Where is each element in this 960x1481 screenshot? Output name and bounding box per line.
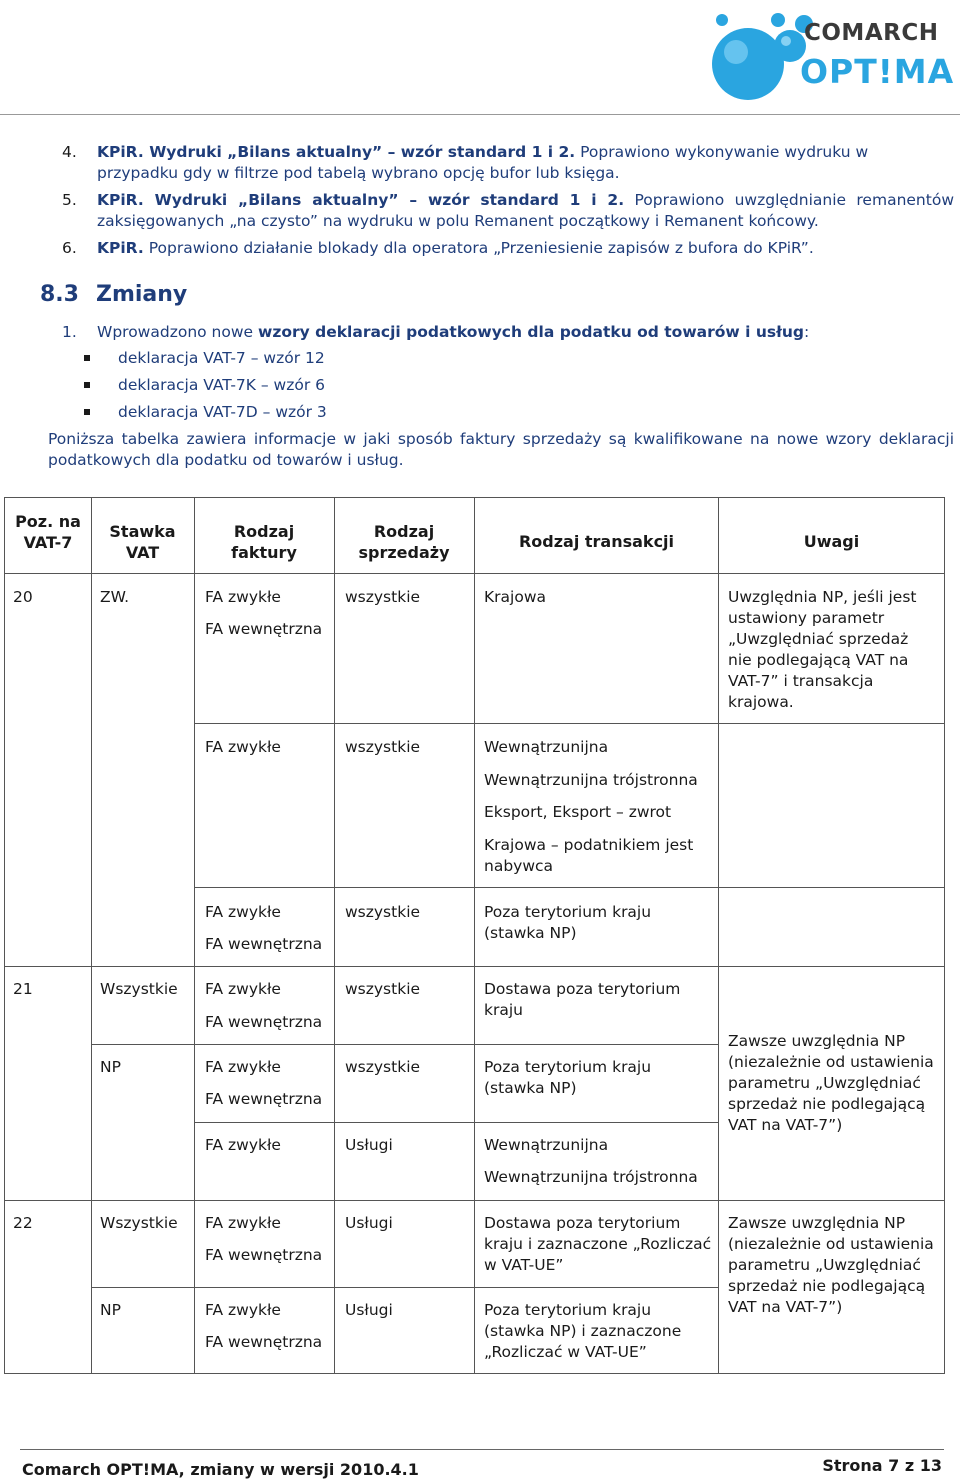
bullet-item — [84, 403, 327, 421]
changes-number: 1. — [62, 323, 77, 341]
cell-faktura: FA wewnętrzna — [205, 620, 323, 638]
cell-transakcja: Dostawa poza terytorium kraju — [484, 980, 681, 1019]
cell-transakcja: Eksport, Eksport – zwrot — [484, 803, 672, 821]
header-divider — [0, 114, 960, 115]
cell-transakcja: Krajowa – podatnikiem jest nabywca — [484, 836, 694, 875]
cell-transakcja: Krajowa — [484, 588, 546, 606]
item-number: 6. — [62, 239, 77, 257]
brand-top: COMARCH — [804, 20, 939, 46]
cell-stawka: ZW. — [100, 588, 130, 606]
cell-stawka: NP — [100, 1058, 121, 1076]
cell-uwagi: Zawsze uwzględnia NP (niezależnie od ustawienia parametru „Uwzględniać sprzedaż nie podlegającą VAT na VAT-7”) — [728, 1032, 934, 1134]
header-stawka: Stawka VAT — [109, 522, 176, 562]
cell-sprzedaz: wszystkie — [345, 903, 421, 921]
item-bold: KPiR. — [97, 239, 144, 257]
bullet-square-icon — [84, 409, 90, 415]
cell-poz: 22 — [13, 1214, 33, 1232]
list-item-4 — [62, 142, 954, 184]
cell-faktura: FA wewnętrzna — [205, 1090, 323, 1108]
cell-poz: 21 — [13, 980, 33, 998]
cell-faktura: FA zwykłe — [205, 1301, 281, 1319]
section-number: 8.3 — [40, 282, 79, 307]
cell-stawka: NP — [100, 1301, 121, 1319]
header-faktura: Rodzaj faktury — [231, 522, 297, 562]
vat7-table — [4, 497, 945, 1374]
cell-faktura: FA zwykłe — [205, 980, 281, 998]
footer-divider — [20, 1449, 944, 1450]
cell-uwagi: Uwzględnia NP, jeśli jest ustawiony parametr „Uwzględniać sprzedaż nie podlegającą VAT na VAT-7” i transakcja krajowa. — [728, 588, 917, 711]
list-item-5 — [62, 190, 954, 232]
cell-transakcja: Poza terytorium kraju (stawka NP) i zaznaczone „Rozliczać w VAT-UE” — [484, 1301, 682, 1361]
intro-bold: wzory deklaracji podatkowych dla podatku od towarów i usług — [258, 323, 804, 341]
cell-faktura: FA zwykłe — [205, 1214, 281, 1232]
header-sprzedaz: Rodzaj sprzedaży — [358, 522, 450, 562]
cell-sprzedaz: Usługi — [345, 1301, 393, 1319]
header-poz: Poz. na VAT-7 — [15, 512, 81, 552]
header-transakcja: Rodzaj transakcji — [518, 532, 675, 551]
cell-faktura: FA wewnętrzna — [205, 935, 323, 953]
changes-intro — [62, 322, 954, 343]
cell-faktura: FA zwykłe — [205, 738, 281, 756]
footer-title: Comarch OPT!MA, zmiany w wersji 2010.4.1 — [22, 1460, 419, 1479]
cell-sprzedaz: Usługi — [345, 1214, 393, 1232]
bullet-text: deklaracja VAT-7D – wzór 3 — [118, 403, 327, 421]
intro-plain: Wprowadzono nowe — [97, 323, 258, 341]
cell-uwagi: Zawsze uwzględnia NP (niezależnie od ustawienia parametru „Uwzględniać sprzedaż nie podlegającą VAT na VAT-7”) — [728, 1214, 934, 1316]
cell-transakcja: Wewnątrzunijna — [484, 738, 609, 756]
cell-stawka: Wszystkie — [100, 1214, 178, 1232]
cell-sprzedaz: wszystkie — [345, 980, 421, 998]
cell-faktura: FA zwykłe — [205, 903, 281, 921]
cell-transakcja: Poza terytorium kraju (stawka NP) — [484, 903, 652, 942]
list-item-6 — [62, 238, 954, 259]
cell-faktura: FA zwykłe — [205, 1136, 281, 1154]
cell-transakcja: Wewnątrzunijna — [484, 1136, 609, 1154]
cell-faktura: FA wewnętrzna — [205, 1333, 323, 1351]
item-bold: KPiR. Wydruki „Bilans aktualny” – wzór standard 1 i 2. — [97, 191, 625, 209]
cell-transakcja: Wewnątrzunijna trójstronna — [484, 771, 698, 789]
bullet-text: deklaracja VAT-7K – wzór 6 — [118, 376, 326, 394]
cell-faktura: FA zwykłe — [205, 1058, 281, 1076]
bullet-item — [84, 376, 325, 394]
cell-transakcja: Wewnątrzunijna trójstronna — [484, 1168, 698, 1186]
cell-faktura: FA wewnętrzna — [205, 1246, 323, 1264]
bullet-text: deklaracja VAT-7 – wzór 12 — [118, 349, 325, 367]
bullet-square-icon — [84, 382, 90, 388]
header-uwagi: Uwagi — [803, 532, 860, 551]
cell-stawka: Wszystkie — [100, 980, 178, 998]
cell-transakcja: Dostawa poza terytorium kraju i zaznaczone „Rozliczać w VAT-UE” — [484, 1214, 712, 1274]
cell-sprzedaz: wszystkie — [345, 588, 421, 606]
cell-faktura: FA wewnętrzna — [205, 1013, 323, 1031]
cell-faktura: FA zwykłe — [205, 588, 281, 606]
item-text: Poprawiono wykonywanie wydruku w przypadku gdy w filtrze pod tabelą wybrano opcję bufor lub księga. — [97, 143, 869, 182]
bullet-item — [84, 349, 325, 367]
cell-poz: 20 — [13, 588, 33, 606]
cell-sprzedaz: Usługi — [345, 1136, 393, 1154]
page-number: Strona 7 z 13 — [822, 1456, 942, 1475]
section-title: Zmiany — [96, 282, 188, 307]
item-number: 5. — [62, 191, 77, 209]
section-heading — [40, 282, 187, 307]
cell-sprzedaz: wszystkie — [345, 1058, 421, 1076]
item-bold: KPiR. Wydruki „Bilans aktualny” – wzór standard 1 i 2. — [97, 143, 576, 161]
cell-sprzedaz: wszystkie — [345, 738, 421, 756]
item-text: Poprawiono działanie blokady dla operatora „Przeniesienie zapisów z bufora do KPiR”. — [143, 239, 814, 257]
table-description: Poniższa tabelka zawiera informacje w jaki sposób faktury sprzedaży są kwalifikowane na nowe wzory deklaracji podatkowych dla podatku od towarów i usług. — [48, 430, 954, 469]
cell-transakcja: Poza terytorium kraju (stawka NP) — [484, 1058, 652, 1097]
intro-end: : — [803, 323, 810, 341]
item-number: 4. — [62, 143, 77, 161]
comarch-optima-logo — [708, 8, 955, 104]
bullet-square-icon — [84, 355, 90, 361]
brand-bottom: OPT!MA — [800, 52, 955, 91]
item-text: Poprawiono uwzględnianie remanentów zaksięgowanych „na czysto” na wydruku w polu Remanent początkowy i Remanent końcowy. — [97, 191, 954, 230]
